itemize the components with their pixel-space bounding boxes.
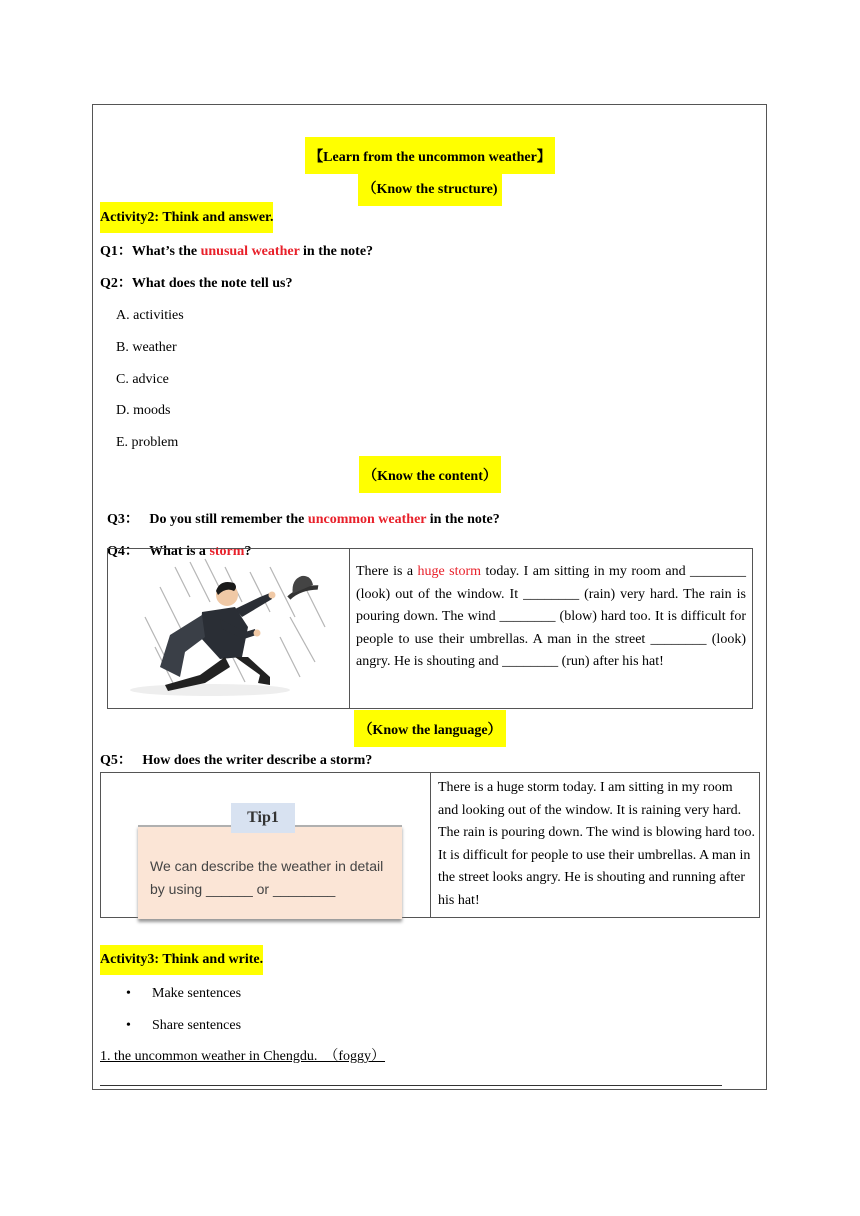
option-d: D. moods (116, 403, 171, 418)
tip-label: Tip1 (231, 803, 295, 833)
question-1 (100, 245, 373, 259)
question-3 (100, 499, 500, 527)
bullet-make-sentences: Make sentences (152, 986, 242, 1001)
option-c: C. advice (116, 372, 169, 387)
worksheet-title-text: 【Learn from the uncommon weather】 (305, 137, 555, 174)
passage1-before: There is a (356, 564, 418, 579)
shadow-icon (130, 684, 290, 696)
storm-table-divider (349, 549, 350, 708)
question-2: Q2：What does the note tell us? (100, 276, 293, 291)
option-e: E. problem (116, 435, 179, 450)
writing-answer-line[interactable] (100, 1085, 722, 1086)
tip-text: We can describe the weather in detail by using ______ or ________ (150, 858, 384, 897)
describe-table (100, 772, 760, 918)
section-content (0, 456, 860, 493)
question-4-prefix: Q4： What is a (107, 544, 210, 559)
flying-hat-icon (283, 572, 320, 600)
activity2-heading: Activity2: Think and answer. (100, 202, 273, 233)
bullet-icon: • (126, 986, 131, 1001)
storm-passage-blanks (356, 561, 746, 674)
question-4-keyword: storm (209, 544, 245, 559)
section-language-text: （Know the language） (354, 710, 505, 747)
passage1-after: today. I am sitting in my room and ________ (look) out of the window. It ________ (rain) very hard. The rain is pouring down. The wind ________ (blow) hard too. It is difficult for people to use their umbrellas. A man in the street ________ (look) angry. He is shouting and ________ (run) after his hat! (356, 564, 747, 669)
section-structure (0, 169, 860, 206)
passage1-keyword: huge storm (417, 564, 482, 579)
question-4-suffix: ? (244, 544, 252, 559)
question-3-keyword: uncommon weather (307, 512, 427, 527)
bullet-icon: • (126, 1018, 131, 1033)
question-3-prefix: Q3： Do you still remember the (107, 512, 308, 527)
tip-box (138, 809, 402, 919)
storm-table (107, 548, 753, 709)
option-b: B. weather (116, 340, 177, 355)
storm-passage-full: There is a huge storm today. I am sitting in my room and looking out of the window. It is raining very hard. The rain is pouring down. The wind is blowing hard too. It is difficult for people to use their umbrellas. A man in the street looks angry. He is shouting and running after his hat! (438, 780, 756, 908)
storm-image (130, 557, 330, 702)
bullet-share-sentences: Share sentences (152, 1018, 242, 1033)
question-1-keyword: unusual weather (200, 244, 300, 259)
question-5: Q5： How does the writer describe a storm? (100, 753, 373, 768)
section-structure-text: （Know the structure) (358, 169, 501, 206)
question-3-suffix: in the note? (426, 512, 500, 527)
question-1-prefix: Q1：What’s the (100, 244, 201, 259)
man-running-icon (160, 582, 276, 691)
section-content-text: （Know the content） (359, 456, 501, 493)
section-language (0, 710, 860, 747)
option-a: A. activities (116, 308, 184, 323)
activity3-heading: Activity3: Think and write. (100, 945, 263, 975)
describe-table-divider (430, 773, 431, 917)
writing-prompt: 1. the uncommon weather in Chengdu. （foggy） (100, 1049, 386, 1064)
question-1-suffix: in the note? (299, 244, 374, 259)
